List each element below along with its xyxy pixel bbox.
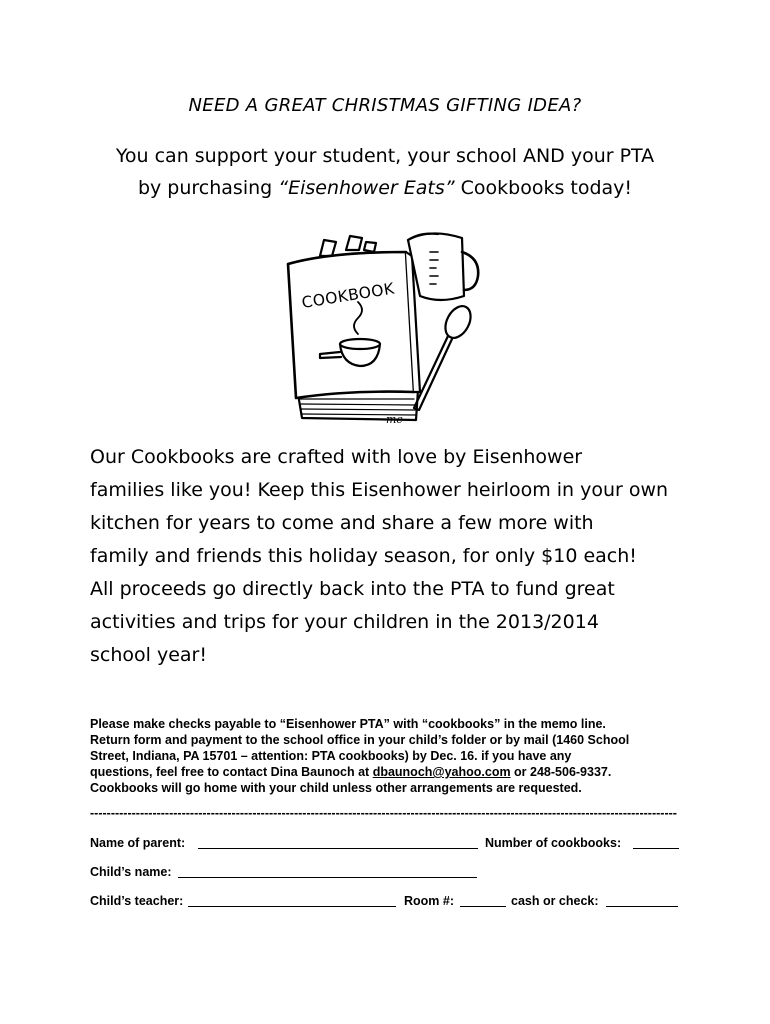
- description-line: activities and trips for your children in the 2013/2014: [90, 611, 599, 633]
- description-paragraph: [90, 441, 690, 672]
- cookbook-icon: [288, 236, 420, 420]
- measuring-cup-icon: [408, 233, 478, 300]
- instructions-line: Cookbooks will go home with your child unless other arrangements are requested.: [90, 781, 582, 795]
- child-name-label: Child’s name:: [90, 865, 172, 879]
- description-line: school year!: [90, 644, 207, 666]
- contact-phone: or 248-506-9337.: [510, 765, 612, 779]
- description-line: Our Cookbooks are crafted with love by Eisenhower: [90, 446, 583, 468]
- subhead-prefix: by purchasing: [137, 177, 279, 199]
- room-label: Room #:: [404, 894, 454, 908]
- headline: NEED A GREAT CHRISTMAS GIFTING IDEA?: [188, 95, 582, 116]
- description-line: All proceeds go directly back into the PTA to fund great: [90, 578, 615, 600]
- subhead-line-1: You can support your student, your school AND your PTA: [115, 145, 655, 167]
- payment-instructions: [90, 716, 700, 796]
- form-row-parent: [90, 835, 690, 851]
- cookbook-count-label: Number of cookbooks:: [485, 836, 622, 850]
- cut-line-divider: ---------------------------------------------------------------------------------------------------------------------------------------------: [90, 806, 677, 820]
- description-line: families like you! Keep this Eisenhower heirloom in your own: [90, 479, 669, 501]
- instructions-line: Return form and payment to the school office in your child’s folder or by mail (1460 School: [90, 733, 630, 747]
- cookbook-illustration: [280, 222, 485, 427]
- contact-email-link[interactable]: dbaunoch@yahoo.com: [372, 765, 511, 779]
- parent-name-field[interactable]: [198, 848, 478, 849]
- child-name-field[interactable]: [178, 877, 477, 878]
- payment-method-label: cash or check:: [511, 894, 599, 908]
- wooden-spoon-icon: [414, 302, 476, 410]
- cookbook-count-field[interactable]: [633, 848, 679, 849]
- payment-method-field[interactable]: [606, 906, 678, 907]
- cookbook-title: “Eisenhower Eats”: [278, 177, 455, 199]
- teacher-field[interactable]: [188, 906, 396, 907]
- instructions-line: Street, Indiana, PA 15701 – attention: PTA cookbooks) by Dec. 16. if you have any: [90, 749, 572, 763]
- parent-name-label: Name of parent:: [90, 836, 186, 850]
- artist-signature: mc: [386, 413, 403, 426]
- room-field[interactable]: [460, 906, 506, 907]
- description-line: kitchen for years to come and share a few more with: [90, 512, 594, 534]
- subhead-suffix: Cookbooks today!: [454, 177, 633, 199]
- form-row-teacher: [90, 893, 690, 909]
- description-line: family and friends this holiday season, for only $10 each!: [90, 545, 637, 567]
- subhead-line-2: [0, 177, 770, 199]
- form-row-child: [90, 864, 690, 880]
- teacher-label: Child’s teacher:: [90, 894, 184, 908]
- contact-prefix: questions, feel free to contact Dina Baunoch at: [90, 765, 373, 779]
- cookbook-label: COOKBOOK: [300, 279, 396, 312]
- instructions-line: Please make checks payable to “Eisenhower PTA” with “cookbooks” in the memo line.: [90, 717, 606, 731]
- instructions-contact-line: [90, 764, 700, 780]
